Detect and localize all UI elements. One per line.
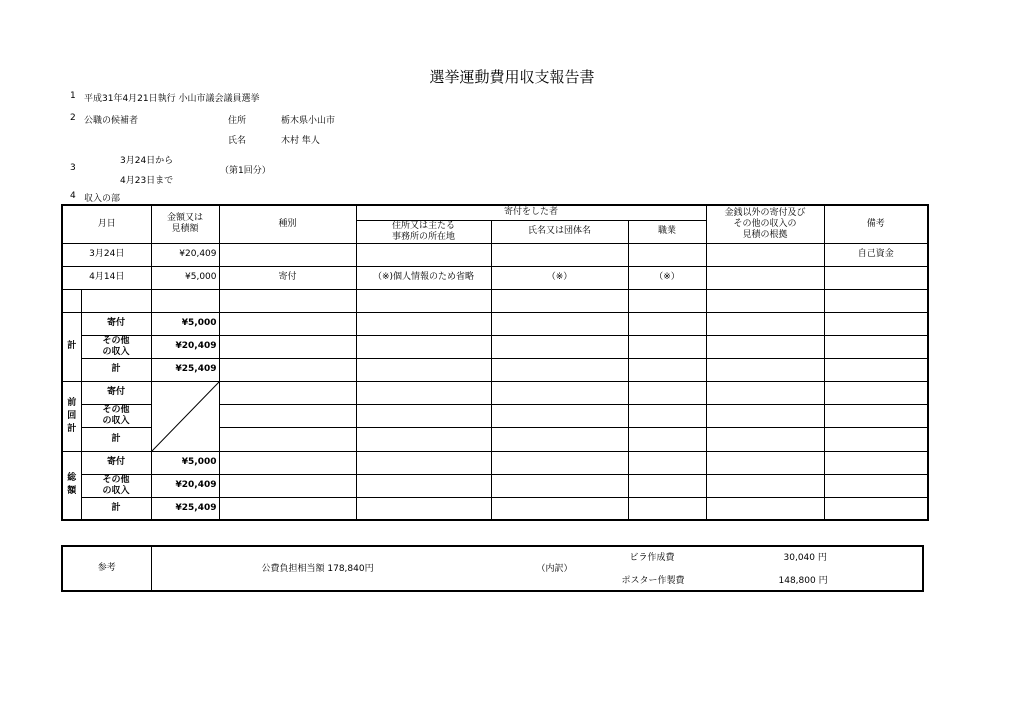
- table-row: [62, 266, 928, 289]
- row-date: 4月14日: [62, 266, 151, 289]
- row-amount: ¥20,409: [151, 243, 219, 266]
- subtotal-other-label: その他 の収入: [81, 335, 151, 358]
- period-to: 4月23日まで: [120, 176, 174, 186]
- row-job: （※）: [628, 266, 706, 289]
- diagonal-line: [152, 382, 219, 451]
- subtotal-donation-label: 寄付: [81, 312, 151, 335]
- header-type: 種別: [219, 205, 356, 243]
- row-remarks: [824, 266, 928, 289]
- candidate-label: 公職の候補者: [84, 116, 139, 126]
- header-donor-name: 氏名又は団体名: [491, 220, 628, 243]
- total-donation-label: 寄付: [81, 451, 151, 474]
- name-value: 木村 隼人: [281, 136, 320, 146]
- total-sum-amount: ¥25,409: [151, 497, 219, 520]
- row-remarks: 自己資金: [824, 243, 928, 266]
- item4-number: 4: [70, 191, 76, 201]
- prev-sum-label: 計: [81, 428, 151, 451]
- address-value: 栃木県小山市: [281, 116, 336, 126]
- empty-row: [62, 289, 928, 312]
- grand-total-label: 総 額: [62, 451, 81, 520]
- row-type: 寄付: [219, 266, 356, 289]
- header-remarks: 備考: [824, 205, 928, 243]
- item2-number: 2: [70, 113, 76, 123]
- address-label: 住所: [228, 116, 247, 126]
- subtotal-label: 計: [62, 312, 81, 381]
- prev-other-label: その他 の収入: [81, 404, 151, 427]
- row-date: 3月24日: [62, 243, 151, 266]
- total-other-label: その他 の収入: [81, 474, 151, 497]
- election-name: 平成31年4月21日執行 小山市議会議員選挙: [84, 94, 260, 104]
- name-label: 氏名: [228, 136, 247, 146]
- prev-donation-label: 寄付: [81, 381, 151, 404]
- header-donor-group: 寄付をした者: [356, 205, 706, 220]
- poster-cost-value: 148,800 円: [778, 576, 828, 586]
- header-date: 月日: [62, 205, 151, 243]
- subtotal-donation-amount: ¥5,000: [151, 312, 219, 335]
- header-amount: 金額又は 見積額: [151, 205, 219, 243]
- row-basis: [706, 266, 824, 289]
- flyer-cost-label: ビラ作成費: [629, 553, 675, 563]
- public-burden-amount: 公費負担相当額 178,840円: [261, 564, 374, 574]
- period-note: （第1回分）: [220, 166, 271, 176]
- row-donor-name: （※）: [491, 266, 628, 289]
- subtotal-sum-label: 計: [81, 358, 151, 381]
- flyer-cost-value: 30,040 円: [783, 553, 827, 563]
- row-amount: ¥5,000: [151, 266, 219, 289]
- period-from: 3月24日から: [120, 156, 174, 166]
- prev-diagonal-cell: [151, 381, 219, 451]
- header-basis: 金銭以外の寄付及び その他の収入の 見積の根拠: [706, 205, 824, 243]
- row-basis: [706, 243, 824, 266]
- row-address: （※)個人情報のため省略: [356, 266, 491, 289]
- header-address: 住所又は主たる 事務所の所在地: [356, 220, 491, 243]
- row-type: [219, 243, 356, 266]
- row-address: [356, 243, 491, 266]
- total-sum-label: 計: [81, 497, 151, 520]
- table-row: [62, 243, 928, 266]
- row-job: [628, 243, 706, 266]
- breakdown-label: （内訳）: [536, 564, 573, 574]
- poster-cost-label: ポスター作製費: [621, 576, 685, 586]
- reference-label: 参考: [62, 546, 151, 591]
- subtotal-other-amount: ¥20,409: [151, 335, 219, 358]
- document-title: 選挙運動費用収支報告書: [429, 68, 595, 86]
- income-section-label: 収入の部: [84, 194, 121, 204]
- reference-table: [61, 545, 924, 592]
- subtotal-sum-amount: ¥25,409: [151, 358, 219, 381]
- item1-number: 1: [70, 91, 76, 101]
- income-table: [61, 204, 929, 521]
- item3-number: 3: [70, 163, 76, 173]
- reference-content: [151, 546, 923, 591]
- total-donation-amount: ¥5,000: [151, 451, 219, 474]
- previous-total-label: 前 回 計: [62, 381, 81, 451]
- total-other-amount: ¥20,409: [151, 474, 219, 497]
- row-donor-name: [491, 243, 628, 266]
- header-job: 職業: [628, 220, 706, 243]
